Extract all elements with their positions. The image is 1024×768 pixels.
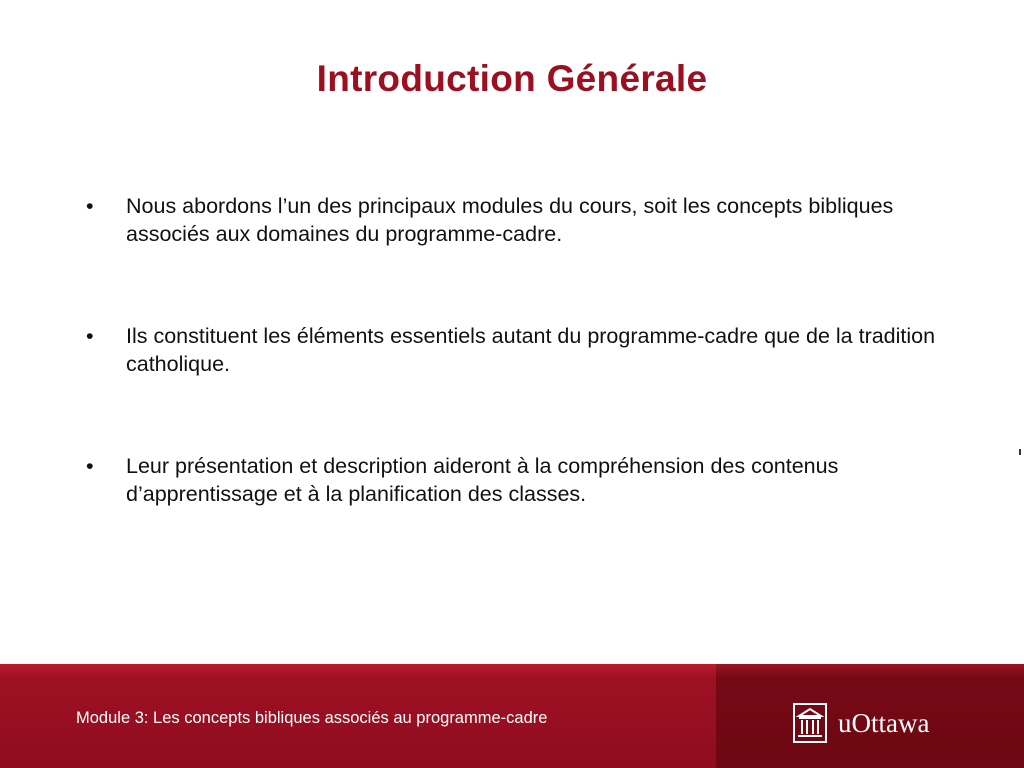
footer-module-text: Module 3: Les concepts bibliques associés au programme-cadre (76, 709, 548, 727)
bullet-item (86, 322, 946, 378)
bullet-marker: • (86, 194, 94, 218)
bullet-list (86, 192, 946, 582)
logo-text: uOttawa (838, 707, 930, 738)
university-building-icon (792, 702, 828, 744)
footer-bar (0, 664, 1024, 768)
slide-title: Introduction Générale (316, 58, 708, 99)
bullet-marker: • (86, 324, 94, 348)
edge-mark (1019, 449, 1021, 455)
bullet-item (86, 192, 946, 248)
bullet-item (86, 452, 946, 508)
bullet-text: Nous abordons l’un des principaux modules du cours, soit les concepts bibliques associés aux domaines du programme-cadre. (126, 194, 894, 246)
bullet-text: Ils constituent les éléments essentiels autant du programme-cadre que de la tradition catholique. (126, 324, 936, 376)
bullet-marker: • (86, 454, 94, 478)
uottawa-logo (792, 702, 929, 744)
bullet-text: Leur présentation et description aideront à la compréhension des contenus d’apprentissage et à la planification des classes. (126, 454, 839, 506)
